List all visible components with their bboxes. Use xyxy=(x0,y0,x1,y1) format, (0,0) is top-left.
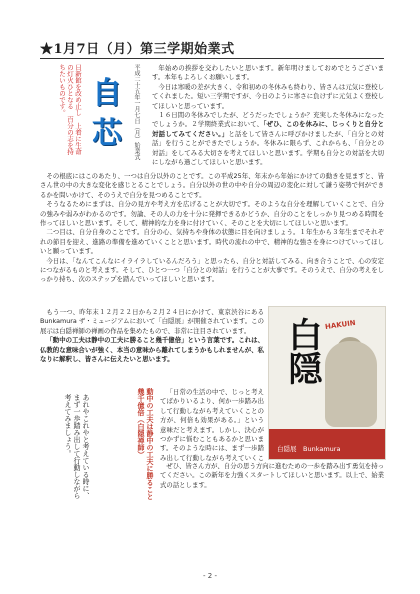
logo-char-2: 芯 xyxy=(92,116,122,151)
side-block xyxy=(40,64,148,160)
title-underline xyxy=(40,58,384,59)
poster-band-text: 白隠展 Bunkamura xyxy=(277,445,341,453)
paragraph: ぜひ、皆さん方が、自分の思う方向に進むための一歩を踏み出す勇気を持ってください。この新年を力強くスタートしてほしいと思います。以上で、始業式の話とします。 xyxy=(160,462,384,489)
paragraph: 今日は寒暖の差が大きく、令和初めの冬休みも終わり、皆さんは元気に登校してくれました。短い三学期ですが、今日のように寒さに負けずに元気よく登校してほしいと思っています。 xyxy=(152,82,384,110)
paragraph: 今日は、「なんてこんなにイライラしているんだろう」と思ったら、自分と対話してみる、向き合うことで、心の安定につながるものと考えます。そして、ひとつ一つ「自分との対話」を行うことが大事です。そのうえで、自分の考えをしっかり持ち、次のステップを踏んでいってほしいと思います。 xyxy=(40,256,384,284)
logo-jishin xyxy=(88,68,132,158)
paragraph: 「日常の生活の中で、じっと考えてばかりいるより、何か一歩踏み出して行動しながら考えていくことの方が、何倍も効果がある。」という意味だと考えます。しかし、決心がつかずに悩むこともあるかと思います。そのような時には、まず一歩踏み出して行動しながら考えていくこ xyxy=(160,388,264,462)
body-section-bottom xyxy=(160,462,384,514)
paragraph: そうなるためにまずは、自分の見方や考え方を広げることが大切です。そのような自分を理解していくことで、自分の強みや弱みがわかるのです。勿論、その人の力を十分に発揮できるかどうか、自分のことをしっかり見つめる時間を作ってほしいと思います。そして、精神的な力を身に付けていく、そのことを大切にしてほしいと思います。 xyxy=(40,200,384,228)
logo-char-1: 自 xyxy=(92,76,122,111)
hakuin-exhibition-poster xyxy=(268,306,386,460)
body-section-wide xyxy=(40,172,384,306)
paragraph: その根底にはこのあたり、一つは自分以外のことです。この平成25年、年末から年始にかけての動きを見ますと、皆さん世の中の大きな変化を感じとることでしょう。自分以外の世の中や自分の周辺の変化に対して謙う姿勢で何ができるかを問いかけて、そのうえで自分を見つめることです。 xyxy=(40,172,384,199)
paragraph-part: １６日間の冬休みでしたが、どうだったでしょうか？充実した冬休みになったでしょうか。２学期終業式において、 xyxy=(152,111,384,129)
red-vertical-caption: 日新館を改め止し 上着に生命の灯火ひとなる 百分の志を持ちたいものです。 xyxy=(58,64,82,155)
lower-side-block xyxy=(40,388,156,506)
highlight-quote: 「動中の工夫は静中の工夫に勝ること幾千億倍」という言葉です。これは、仏教的な意味合いが強く、本当の意味から離れてしまうかもしれませんが、私なりに解釈し、皆さんに伝えたいと思います。 xyxy=(40,336,264,364)
body-section-lower xyxy=(160,388,264,462)
paragraph: 年始めの挨拶を交わしたいと思います。新年明けましておめでとうございます。本年もよろしくお願いします。 xyxy=(152,64,384,82)
vertical-note: あれやこれやと考えている時に、まず一歩踏み出して行動しながら考えてみましょう。 xyxy=(64,394,90,499)
vertical-date: 平成二十五年一月七日（月）始業式 xyxy=(133,64,140,160)
poster-title: 白隠 xyxy=(282,317,322,385)
paragraph xyxy=(152,111,384,167)
red-vertical-quote: 動中の工夫は静中の工夫に勝ること幾千億倍（白隠禅師） xyxy=(137,388,154,500)
poster-figure xyxy=(325,341,377,427)
paragraph: もう一つ、昨年末１２月２２日から２月２４日にかけて、東京渋谷にある Bunkamura ザ・ミュージアムにおいて「白隠展」が開催されています。この展示は白隠禅師の禅画の作品を集めたもので、非常に注目されています。 xyxy=(40,308,264,335)
paragraph: 二つ目は、自分自身のことです。自分の心、気持ちや身体の状態に目を向けましょう。１年生から３年生までそれぞれの節目を迎え、進路の準備を進めていくことと思います。時代の流れの中で、精神的な強さを身につけていってほしいと願っています。 xyxy=(40,228,384,256)
body-section-mid xyxy=(40,308,264,384)
paragraph-part: と話をして皆さんに呼びかけましたが、「自分との対話」を行うことができたでしょうか。冬休みに限らず、これからも、「自分との対話」をしてみる大切さを考えてほしいと思います。学期も自分との対話を大切にしながら過ごしてほしいと思います。 xyxy=(152,129,384,167)
document-title: ★1月7日（月）第三学期始業式 xyxy=(40,42,235,57)
poster-romaji: HAKUIN xyxy=(324,318,357,332)
emphasis-quote: 「ぜひ、このを休みに、じっくりと自分と対話してみてください。」 xyxy=(152,120,384,138)
body-section-top xyxy=(152,64,384,170)
page-number: - 2 - xyxy=(203,572,217,580)
